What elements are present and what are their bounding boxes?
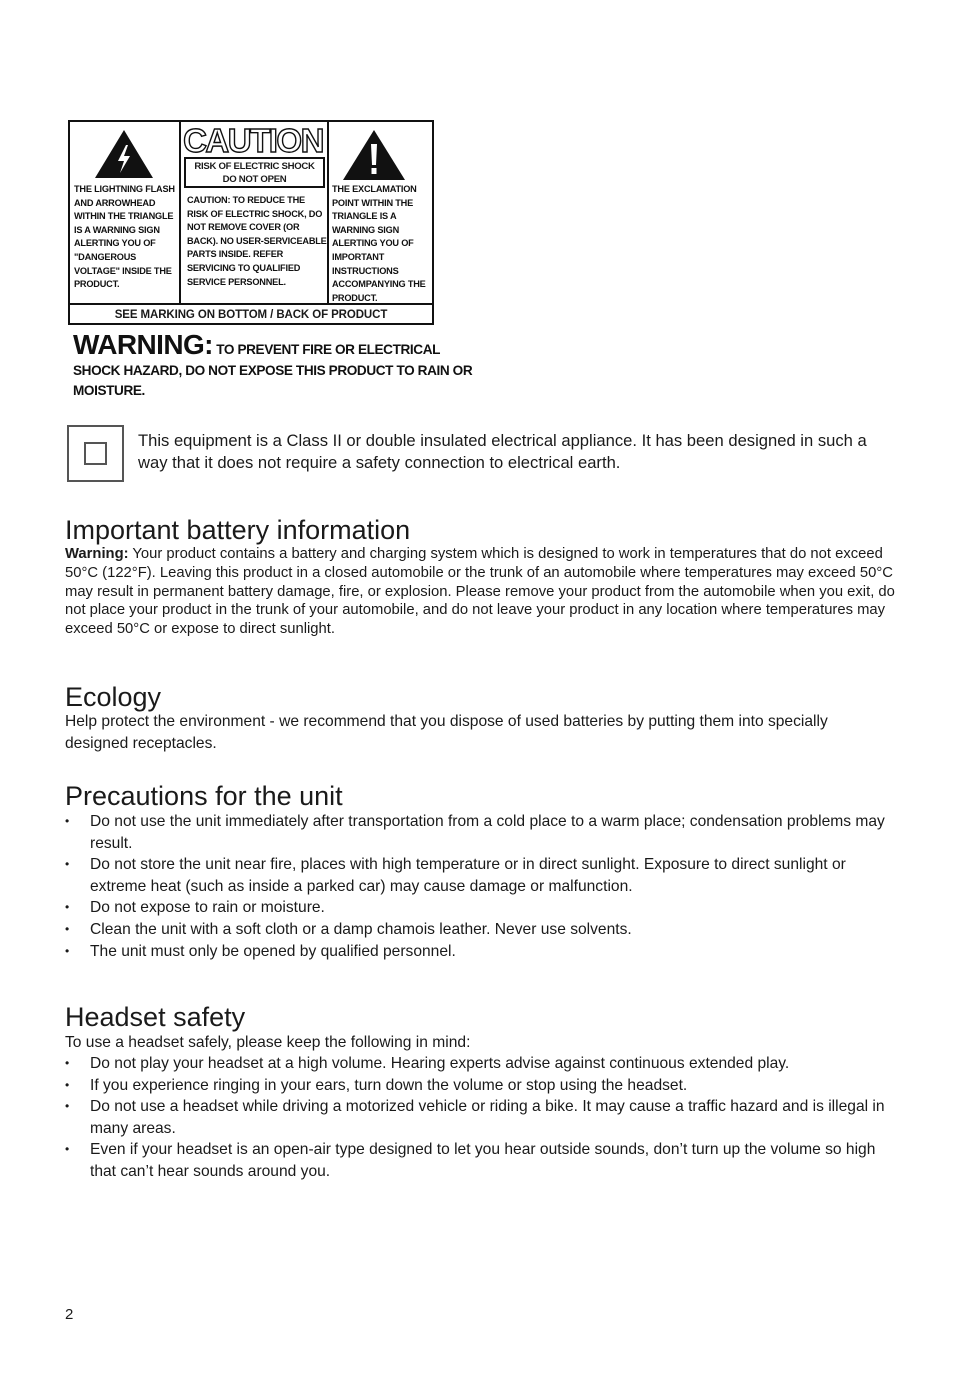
risk-of-shock-box [184, 157, 325, 188]
headset-heading: Headset safety [65, 1002, 246, 1032]
list-item: • The unit must only be opened by qualified personnel. [65, 941, 895, 963]
double-square-inner [84, 442, 107, 465]
list-item: • Do not expose to rain or moisture. [65, 897, 895, 919]
page-number: 2 [65, 1306, 74, 1323]
list-item: • Do not store the unit near fire, places with high temperature or in direct sunlight. Exposure to direct sunlight or extreme heat (such as inside a parked car) may cause damage or malfunction. [65, 854, 895, 897]
headset-list [65, 1053, 895, 1183]
headset-intro: To use a headset safely, please keep the following in mind: [65, 1034, 471, 1051]
list-item: • If you experience ringing in your ears, turn down the volume or stop using the headset. [65, 1075, 895, 1097]
ecology-text: Help protect the environment - we recommend that you dispose of used batteries by putting them into specially designed receptacles. [65, 713, 828, 752]
list-item: • Clean the unit with a soft cloth or a damp chamois leather. Never use solvents. [65, 919, 895, 941]
precautions-list [65, 811, 895, 962]
exclamation-warning-text: THE EXCLAMATION POINT WITHIN THE TRIANGLE IS A WARNING SIGN ALERTING YOU OF IMPORTANT INSTRUCTIONS ACCOMPANYING THE PRODUCT. [332, 184, 426, 303]
battery-text: Your product contains a battery and charging system which is designed to work in temperatures that do not exceed 50°C (122°F). Leaving this product in a closed automobile or the trunk of an automobile where temperatures may exceed 50°C may result in permanent battery damage, fire, or explosion. Please remove your product from the automobile when you exit, do not place your product in the trunk of your automobile, and do not leave your product in any location where temperatures may exceed 50°C or expose to direct sunlight. [65, 546, 895, 638]
caution-middle-column [181, 122, 329, 303]
double-square-icon [67, 425, 124, 482]
warning-label: WARNING: [73, 329, 213, 360]
risk-line-2: DO NOT OPEN [222, 174, 287, 185]
class2-text: This equipment is a Class II or double insulated electrical appliance. It has been designed in such a way that it does not require a safety connection to electrical earth. [138, 431, 867, 472]
risk-line-1: RISK OF ELECTRIC SHOCK [194, 161, 315, 172]
lightning-warning-text: THE LIGHTNING FLASH AND ARROWHEAD WITHIN THE TRIANGLE IS A WARNING SIGN ALERTING YOU OF "DANGEROUS VOLTAGE" INSIDE THE PRODUCT. [74, 184, 175, 290]
list-item: • Do not use the unit immediately after transportation from a cold place to a warm place; condensation problems may result. [65, 811, 895, 854]
precautions-heading: Precautions for the unit [65, 781, 343, 811]
battery-heading: Important battery information [65, 515, 411, 545]
battery-paragraph [65, 545, 895, 639]
warning-statement [73, 331, 473, 402]
exclamation-triangle-icon [341, 128, 407, 182]
caution-label-top [70, 122, 432, 305]
battery-warning-label: Warning: [65, 546, 129, 562]
caution-bottom-text: SEE MARKING ON BOTTOM / BACK OF PRODUCT [114, 309, 388, 321]
caution-middle-text: CAUTION: TO REDUCE THE RISK OF ELECTRIC SHOCK, DO NOT REMOVE COVER (OR BACK). NO USER-SERVICEABLE PARTS INSIDE. REFER SERVICING TO QUALIFIED SERVICE PERSONNEL. [187, 195, 327, 287]
ecology-heading: Ecology [65, 682, 162, 712]
caution-right-column [329, 122, 432, 303]
warning-text: TO PREVENT FIRE OR ELECTRICAL SHOCK HAZARD, DO NOT EXPOSE THIS PRODUCT TO RAIN OR MOISTURE. [73, 342, 473, 398]
lightning-triangle-icon [93, 128, 155, 180]
list-item: • Do not use a headset while driving a motorized vehicle or riding a bike. It may cause a traffic hazard and is illegal in many areas. [65, 1096, 895, 1139]
list-item: • Even if your headset is an open-air type designed to let you hear outside sounds, don’t turn up the volume so high that can’t hear sounds around you. [65, 1139, 895, 1182]
list-item: • Do not play your headset at a high volume. Hearing experts advise against continuous extended play. [65, 1053, 895, 1075]
caution-left-column [70, 122, 181, 303]
caution-label [68, 120, 434, 325]
caution-title: CAUTION [183, 122, 323, 159]
